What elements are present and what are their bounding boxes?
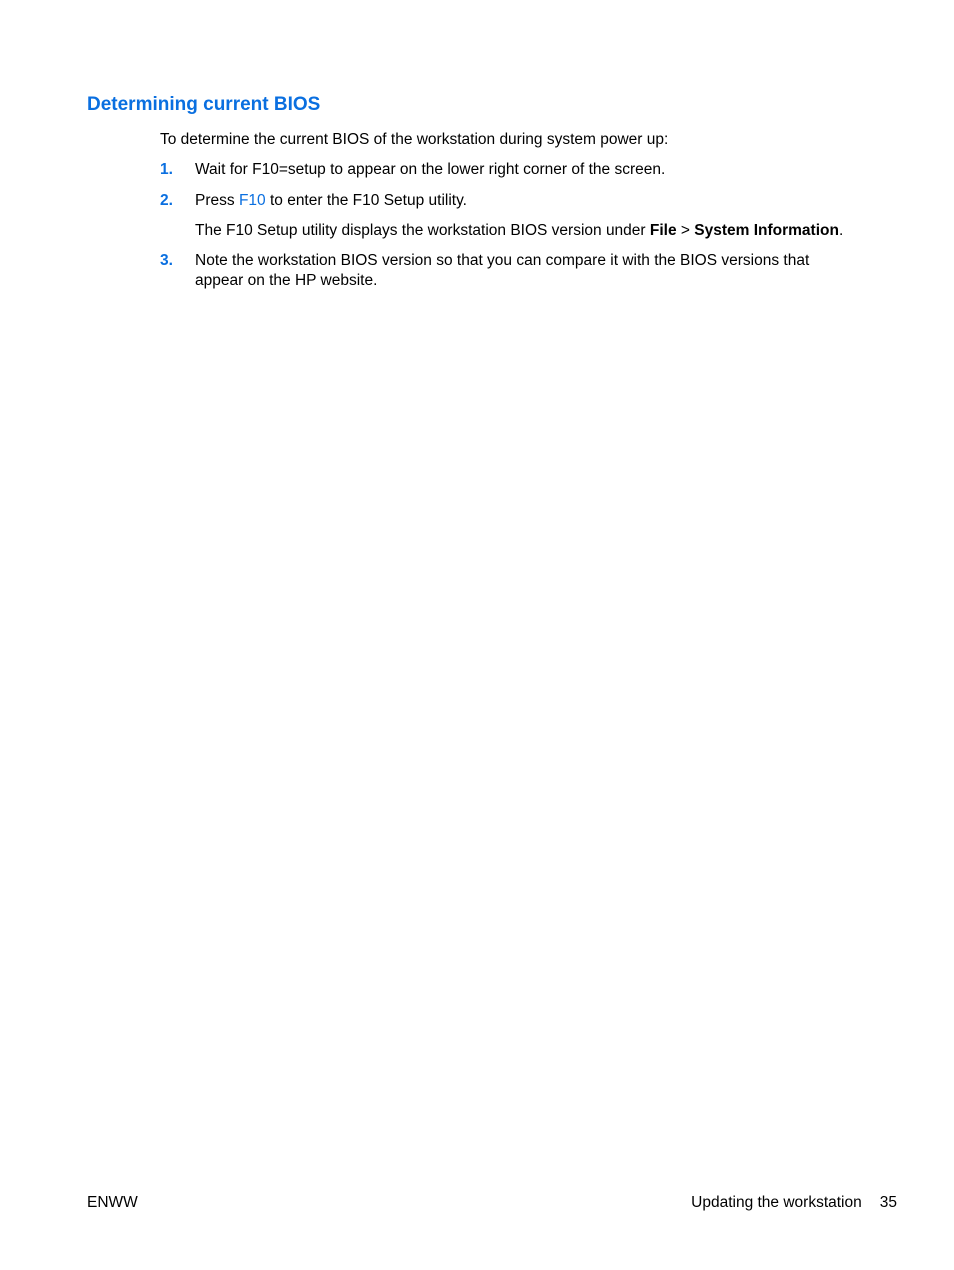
- step-number: 2.: [160, 192, 173, 209]
- step-text: [195, 251, 875, 291]
- menu-file: File: [649, 222, 677, 239]
- step-number: 1.: [160, 161, 173, 178]
- intro-text: To determine the current BIOS of the workstation during system power up:: [160, 131, 669, 148]
- page-number: 35: [879, 1194, 897, 1211]
- footer-locale: ENWW: [87, 1194, 138, 1211]
- step-text: [195, 191, 875, 211]
- step-text: Wait for F10=setup to appear on the lower right corner of the screen.: [195, 161, 666, 178]
- menu-system-information: System Information: [694, 222, 839, 239]
- note-end: .: [838, 222, 844, 239]
- step-number: 3.: [160, 252, 173, 269]
- section-title: Determining current BIOS: [87, 94, 321, 115]
- step-note-text: [195, 221, 895, 241]
- step-text-prefix: Press: [195, 192, 239, 209]
- f10-link[interactable]: F10: [238, 192, 266, 209]
- note-separator: >: [676, 222, 695, 239]
- step-text-suffix: to enter the F10 Setup utility.: [265, 192, 467, 209]
- step-text-line-2: appear on the HP website.: [195, 272, 378, 289]
- note-prefix: The F10 Setup utility displays the workstation BIOS version under: [195, 222, 650, 239]
- step-text-line-1: Note the workstation BIOS version so that you can compare it with the BIOS versions that: [195, 252, 810, 269]
- footer-chapter: Updating the workstation: [691, 1194, 862, 1211]
- footer-right: [691, 1193, 897, 1213]
